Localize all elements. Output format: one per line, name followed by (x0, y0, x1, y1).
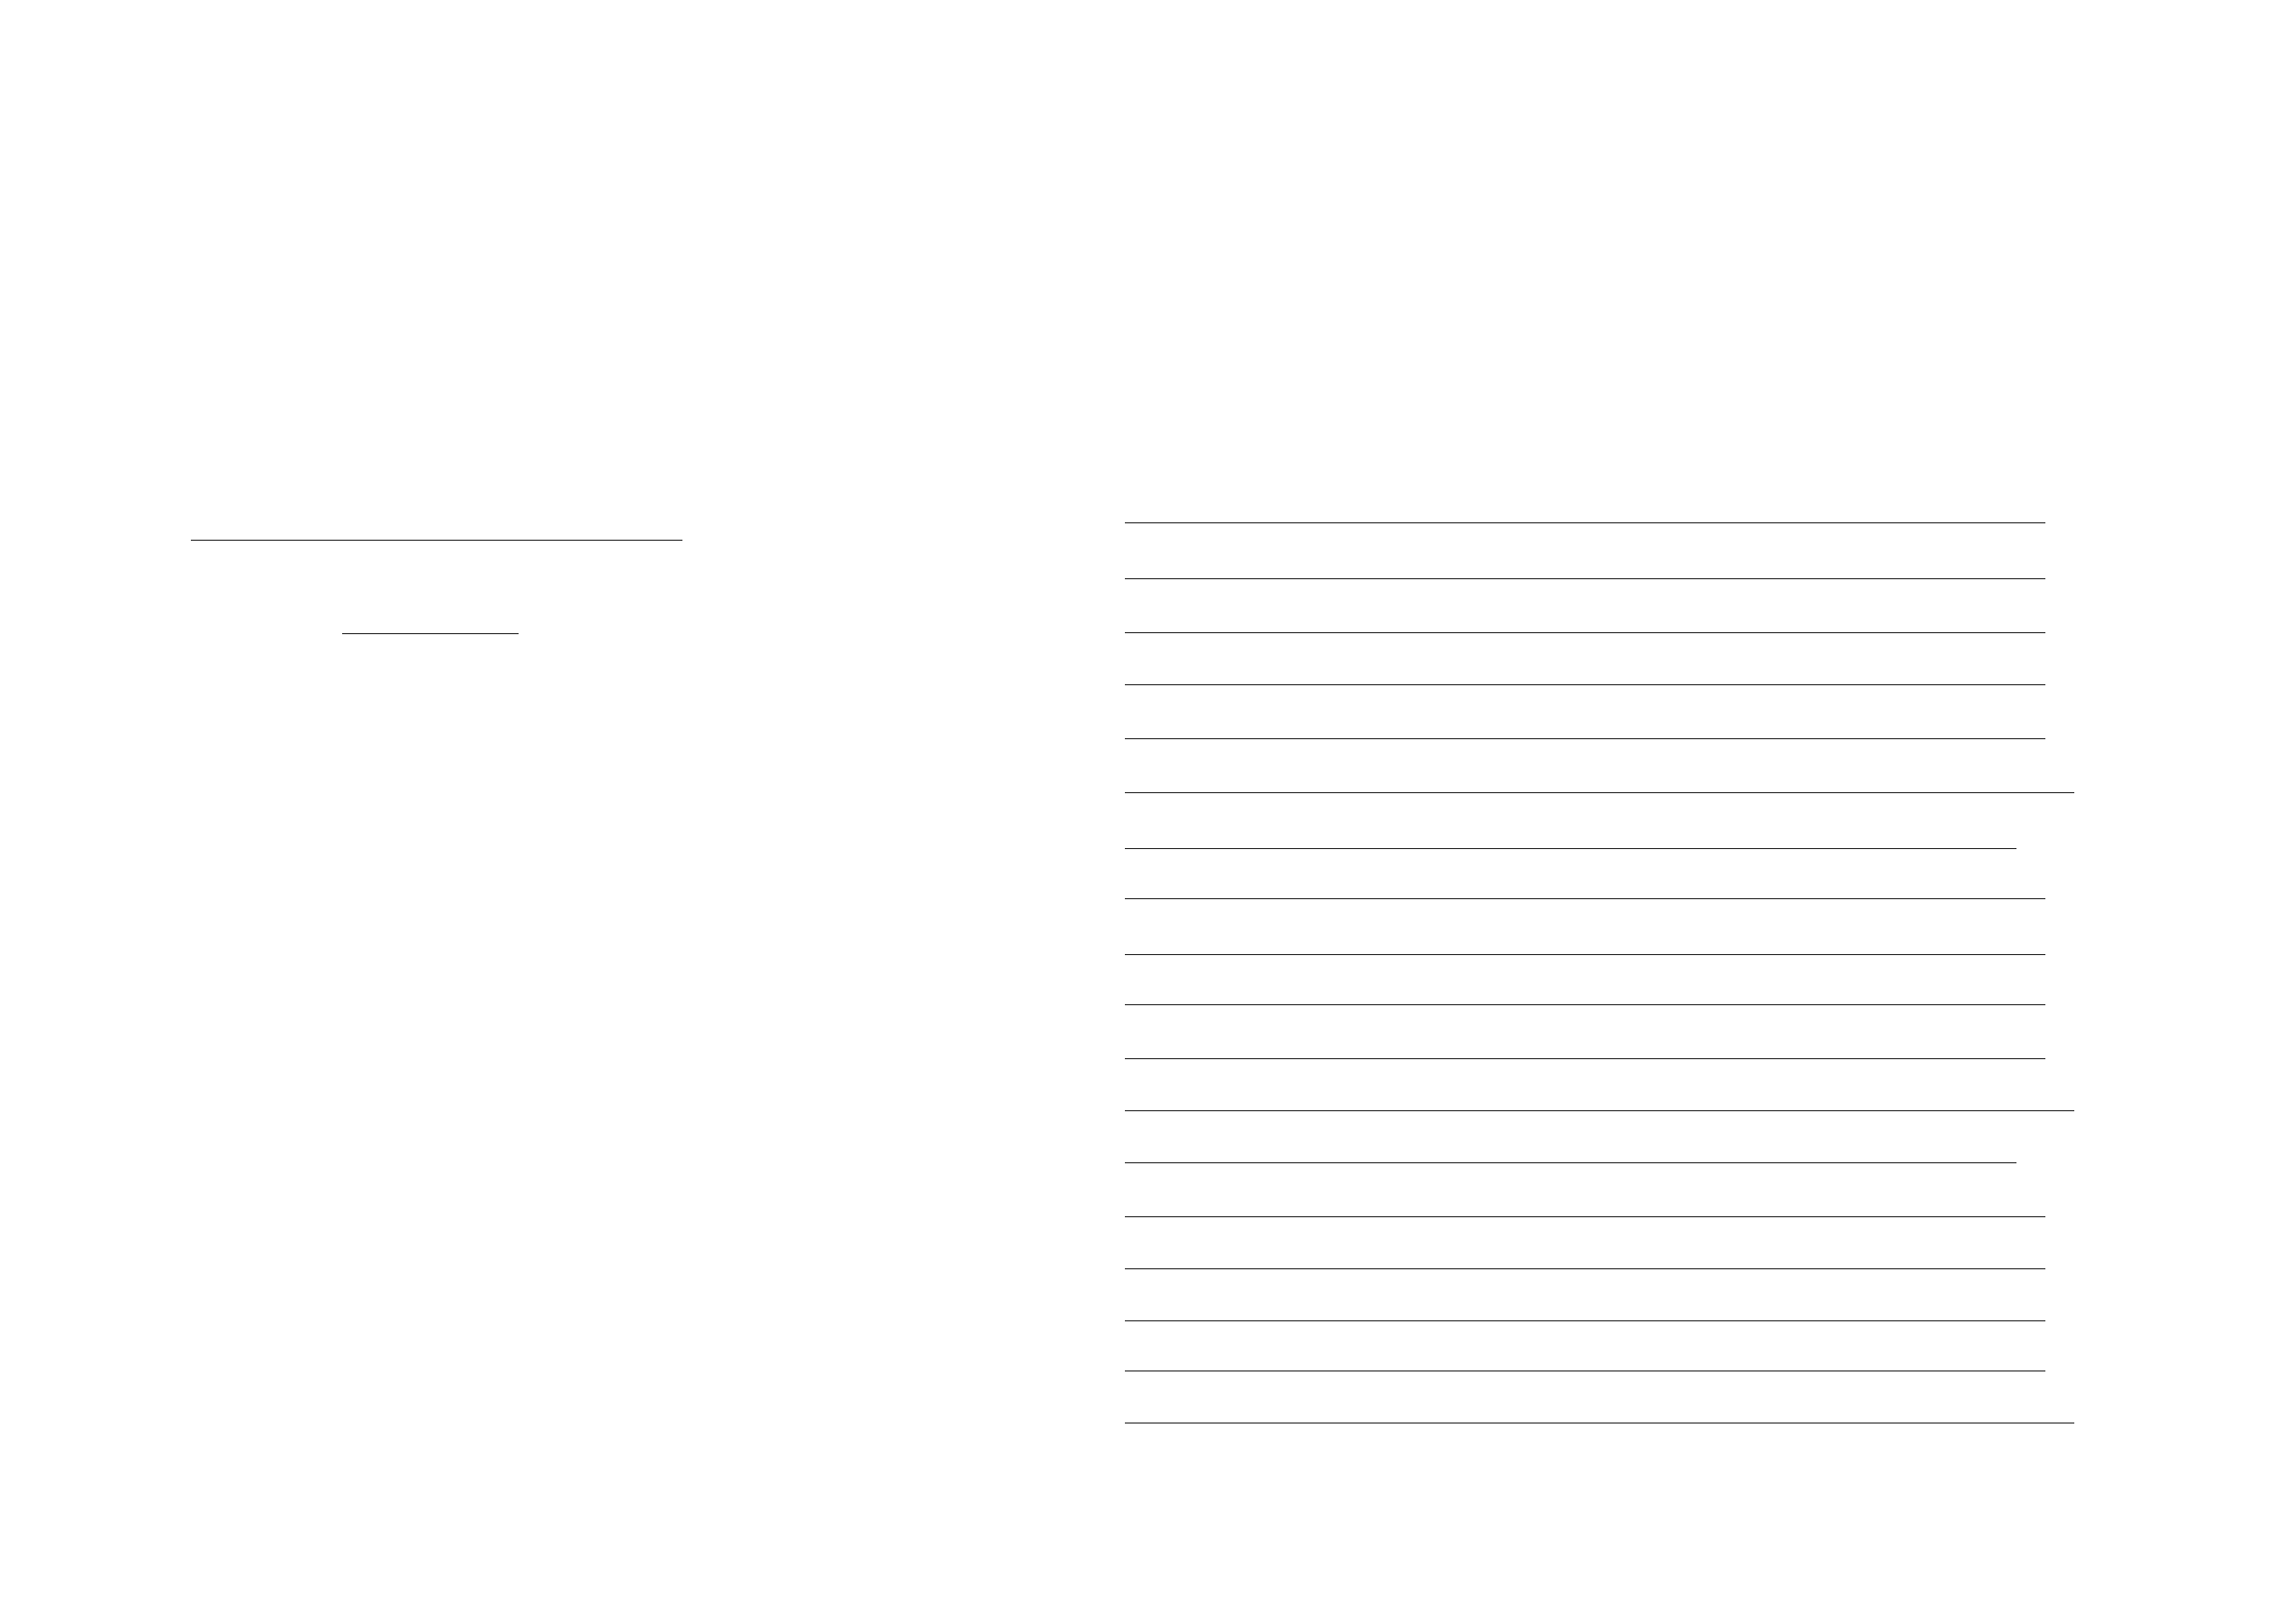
writing-line[interactable] (1125, 684, 2045, 685)
writing-line[interactable] (1125, 578, 2045, 579)
writing-line[interactable] (1125, 1110, 2074, 1111)
writing-line[interactable] (1125, 1320, 2045, 1321)
writing-line[interactable] (1125, 792, 2074, 793)
writing-line[interactable] (1125, 632, 2045, 633)
writing-line[interactable] (1125, 1162, 2016, 1163)
writing-line[interactable] (1125, 1004, 2045, 1005)
writing-line[interactable] (1125, 1268, 2045, 1269)
writing-line[interactable] (1125, 954, 2045, 955)
writing-line[interactable] (1125, 1058, 2045, 1059)
writing-line[interactable] (1125, 848, 2016, 849)
footer (948, 1468, 1014, 1487)
writing-line[interactable] (1125, 898, 2045, 899)
writing-line[interactable] (1125, 738, 2045, 739)
answer-blank-line[interactable] (191, 540, 682, 541)
writing-line[interactable] (1125, 1216, 2045, 1217)
writing-line[interactable] (1125, 522, 2045, 523)
title-blank-line[interactable] (342, 633, 519, 634)
writing-line[interactable] (1125, 1370, 2045, 1371)
